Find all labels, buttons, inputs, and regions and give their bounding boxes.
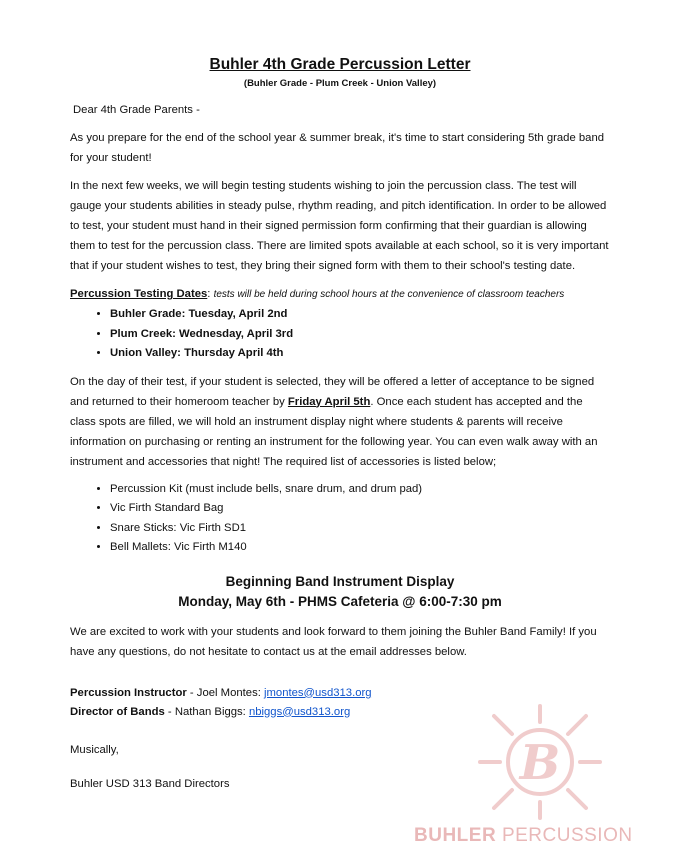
brand-bold: BUHLER (414, 826, 497, 846)
brand-wordmark (414, 826, 676, 850)
event-heading (70, 572, 610, 612)
testing-dates-note: tests will be held during school hours at the convenience of classroom teachers (213, 289, 565, 300)
brand-light: PERCUSSION (496, 826, 633, 846)
signoff: Musically, (70, 743, 119, 756)
acceptance-text-before: On the day of their test, if your student is selected, they will be offered a letter of acceptance to be signed and returned to their homeroom teacher by (70, 375, 595, 408)
acceptance-deadline: Friday April 5th (287, 395, 371, 408)
list-item: • Buhler Grade: Tuesday, April 2nd (110, 305, 610, 325)
greeting: Dear 4th Grade Parents - (73, 104, 200, 116)
testing-dates-line (70, 284, 610, 305)
list-item: • Union Valley: Thursday April 4th (110, 344, 610, 364)
acceptance-paragraph (70, 372, 610, 472)
testing-dates-colon: : (207, 288, 211, 300)
testing-paragraph: In the next few weeks, we will begin testing students wishing to join the percussion class. The test will gauge your students abilities in steady pulse, rhythm reading, and pitch identification. In order to be allowed to test, your student must hand in their signed permission form confirming that their guardian is allowing them to test for the percussion class. There are limited spots available at each school, so it is very important that if your student wishes to test, they bring their signed form with them to their school's testing date. (70, 180, 609, 272)
list-item: • Vic Firth Standard Bag (110, 499, 610, 519)
event-name: Beginning Band Instrument Display (225, 573, 455, 589)
event-when: Monday, May 6th - PHMS Cafeteria @ 6:00-7:30 pm (178, 593, 502, 609)
accessories-list (70, 480, 610, 558)
list-item: • Snare Sticks: Vic Firth SD1 (110, 519, 610, 539)
letter (70, 54, 610, 802)
logo-letter: B (519, 735, 561, 791)
contact-name: - Nathan Biggs: (164, 705, 249, 718)
signature: Buhler USD 313 Band Directors (70, 777, 230, 790)
testing-dates-label: Percussion Testing Dates (70, 288, 208, 300)
page-title: Buhler 4th Grade Percussion Letter (209, 56, 471, 73)
closing-paragraph: We are excited to work with your students and look forward to them joining the Buhler Band Family! If you have any questions, do not hesitate to contact us at the email addresses below. (70, 625, 597, 658)
email-link[interactable]: nbiggs@usd313.org (248, 705, 351, 718)
contact-name: - Joel Montes: (186, 686, 264, 699)
contact-role: Director of Bands (70, 705, 165, 718)
list-item: • Plum Creek: Wednesday, April 3rd (110, 325, 610, 345)
subtitle: (Buhler Grade - Plum Creek - Union Valley) (243, 78, 437, 89)
testing-dates-list (70, 305, 610, 364)
email-link[interactable]: jmontes@usd313.org (264, 686, 372, 699)
acceptance-text-after: . Once each student has accepted and the class spots are filled, we will hold an instrument display night where students & parents will receive information on purchasing or renting an instrument for the following year. You can even walk away with an instrument and accessories that night! The required list of accessories is listed below; (70, 395, 598, 468)
list-item: • Percussion Kit (must include bells, snare drum, and drum pad) (110, 480, 610, 500)
contact-role: Percussion Instructor (70, 686, 187, 699)
intro-paragraph: As you prepare for the end of the school year & summer break, it's time to start considering 5th grade band for your student! (70, 132, 605, 164)
list-item: • Bell Mallets: Vic Firth M140 (110, 538, 610, 558)
buhler-logo-watermark (470, 700, 610, 824)
